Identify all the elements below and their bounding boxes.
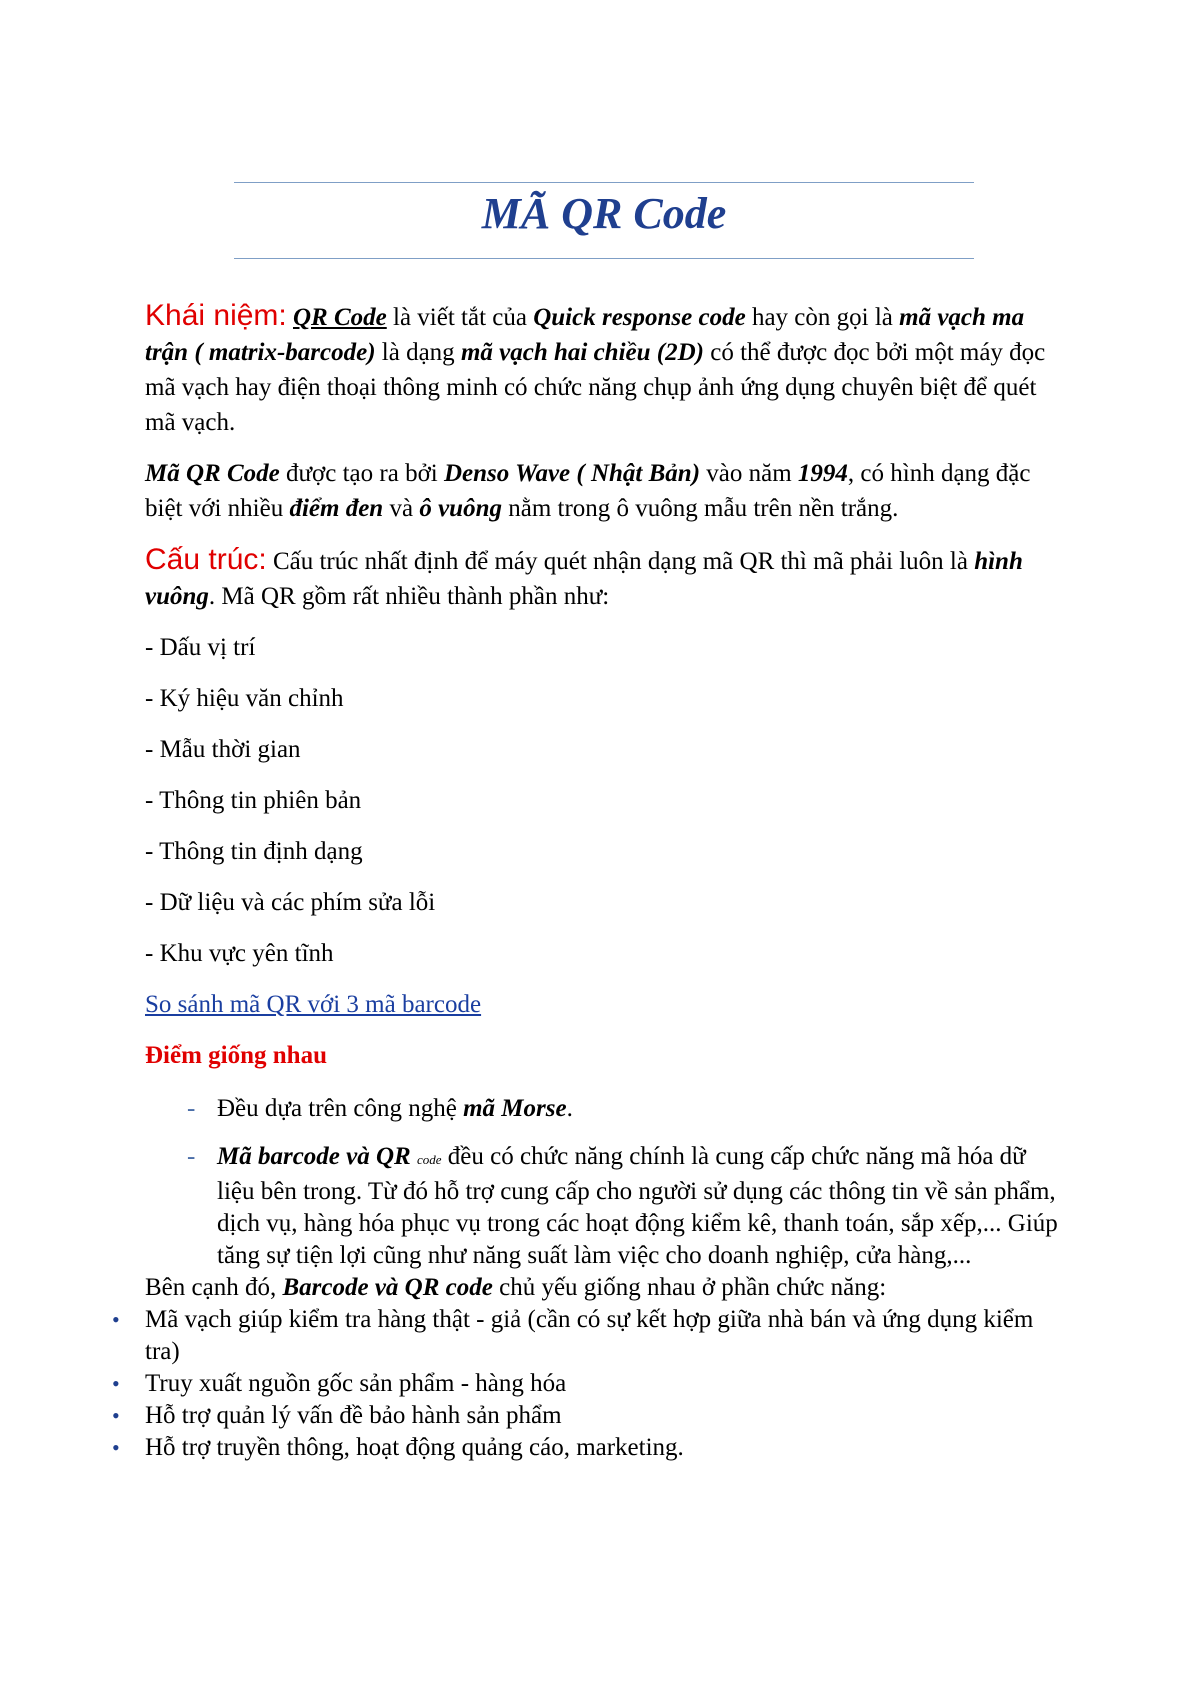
bullet-marker: • (112, 1435, 120, 1460)
similar-dash-item (145, 1093, 1065, 1125)
bullet-marker: • (112, 1371, 120, 1396)
title-bottom-rule (234, 258, 974, 259)
document-body (112, 298, 1065, 1464)
function-bullet-list (112, 1304, 1065, 1464)
concept-text-2: hay còn gọi là (745, 304, 900, 331)
bullet-item (112, 1400, 1065, 1432)
origin-text-1: được tạo ra bởi (279, 460, 444, 487)
structure-item: - Khu vực yên tĩnh (145, 940, 334, 967)
besides-text-1: Bên cạnh đó, (145, 1274, 283, 1301)
2d-barcode-term: mã vạch hai chiều (2D) (460, 339, 704, 366)
structure-heading: Cấu trúc: (145, 543, 267, 576)
dash-marker: - (187, 1143, 196, 1170)
origin-text-4: và (383, 495, 420, 522)
year-term: 1994 (797, 460, 848, 487)
denso-term: Denso Wave ( Nhật Bản) (443, 460, 701, 487)
structure-text-1: Cấu trúc nhất định để máy quét nhận dạng mã QR thì mã phải luôn là (266, 548, 975, 575)
concept-text-4: có thể được đọc bởi một máy đọc mã vạch hay điện thoại thông minh có chức năng chụp ảnh ứng dụng chuyên biệt để quét mã vạch. (145, 339, 1046, 436)
barcode-qr-term: Mã barcode và QR (217, 1143, 411, 1170)
structure-item: - Dữ liệu và các phím sửa lỗi (145, 889, 436, 916)
structure-paragraph (145, 542, 1065, 614)
morse-term: mã Morse (463, 1095, 567, 1122)
similar-item2-text: đều có chức năng chính là cung cấp chức năng mã hóa dữ liệu bên trong. Từ đó hỗ trợ cung cấp cho người sử dụng các thông tin về sản phẩm, dịch vụ, hàng hóa phục vụ trong các hoạt động kiểm kê, thanh toán, sắp xếp,... Giúp tăng sự tiện lợi cũng như năng suất làm việc cho doanh nghiệp, cửa hàng,... (217, 1143, 1058, 1269)
hinh-vuong-term: hình vuông (145, 548, 1023, 610)
bullet-item (112, 1368, 1065, 1400)
origin-paragraph (145, 456, 1065, 526)
bullet-marker: • (112, 1307, 120, 1332)
compare-link[interactable]: So sánh mã QR với 3 mã barcode (145, 991, 482, 1018)
bullet-text: Hỗ trợ truyền thông, hoạt động quảng cáo, marketing. (145, 1434, 684, 1461)
similar-heading: Điểm giống nhau (145, 1042, 327, 1069)
structure-item: - Thông tin phiên bản (145, 787, 362, 814)
besides-line (145, 1272, 1065, 1304)
code-small-term: code (416, 1152, 442, 1167)
similar-item1-end: . (566, 1095, 573, 1122)
concept-text-3: là dạng (375, 339, 461, 366)
concept-text-1: là viết tắt của (386, 304, 534, 331)
dash-marker: - (187, 1095, 196, 1122)
bullet-item (112, 1432, 1065, 1464)
concept-paragraph (145, 298, 1065, 440)
quick-response-term: Quick response code (533, 304, 746, 331)
structure-item: - Mẫu thời gian (145, 736, 301, 763)
bullet-text: Truy xuất nguồn gốc sản phẩm - hàng hóa (145, 1370, 567, 1397)
ma-qr-term: Mã QR Code (145, 460, 280, 487)
besides-text-2: chủ yếu giống nhau ở phần chức năng: (492, 1274, 887, 1301)
origin-text-5: nằm trong ô vuông mẫu trên nền trắng. (501, 495, 899, 522)
matrix-barcode-term: mã vạch ma trận ( matrix-barcode) (145, 304, 1025, 366)
structure-item: - Thông tin định dạng (145, 838, 363, 865)
bullet-item (112, 1304, 1065, 1368)
page-title: MÃ QR Code (481, 189, 727, 238)
title-top-rule (234, 182, 974, 183)
o-vuong-term: ô vuông (419, 495, 502, 522)
barcode-qr-code-term: Barcode và QR code (282, 1274, 493, 1301)
qr-code-term: QR Code (293, 304, 387, 331)
structure-text-2: . Mã QR gồm rất nhiều thành phần như: (208, 583, 610, 610)
structure-item: - Dấu vị trí (145, 634, 256, 661)
origin-text-3: , có hình dạng đặc biệt với nhiều (145, 460, 1031, 522)
structure-item: - Ký hiệu văn chỉnh (145, 685, 344, 712)
diem-den-term: điểm đen (289, 495, 384, 522)
bullet-text: Hỗ trợ quản lý vấn đề bảo hành sản phẩm (145, 1402, 562, 1429)
similar-dash-list (145, 1093, 1065, 1272)
similar-dash-item (145, 1141, 1065, 1272)
bullet-marker: • (112, 1403, 120, 1428)
bullet-text: Mã vạch giúp kiểm tra hàng thật - giả (cần có sự kết hợp giữa nhà bán và ứng dụng kiểm tra) (145, 1306, 1034, 1365)
similar-item1-text: Đều dựa trên công nghệ (217, 1095, 464, 1122)
origin-text-2: vào năm (700, 460, 798, 487)
concept-heading: Khái niệm: (145, 299, 287, 332)
